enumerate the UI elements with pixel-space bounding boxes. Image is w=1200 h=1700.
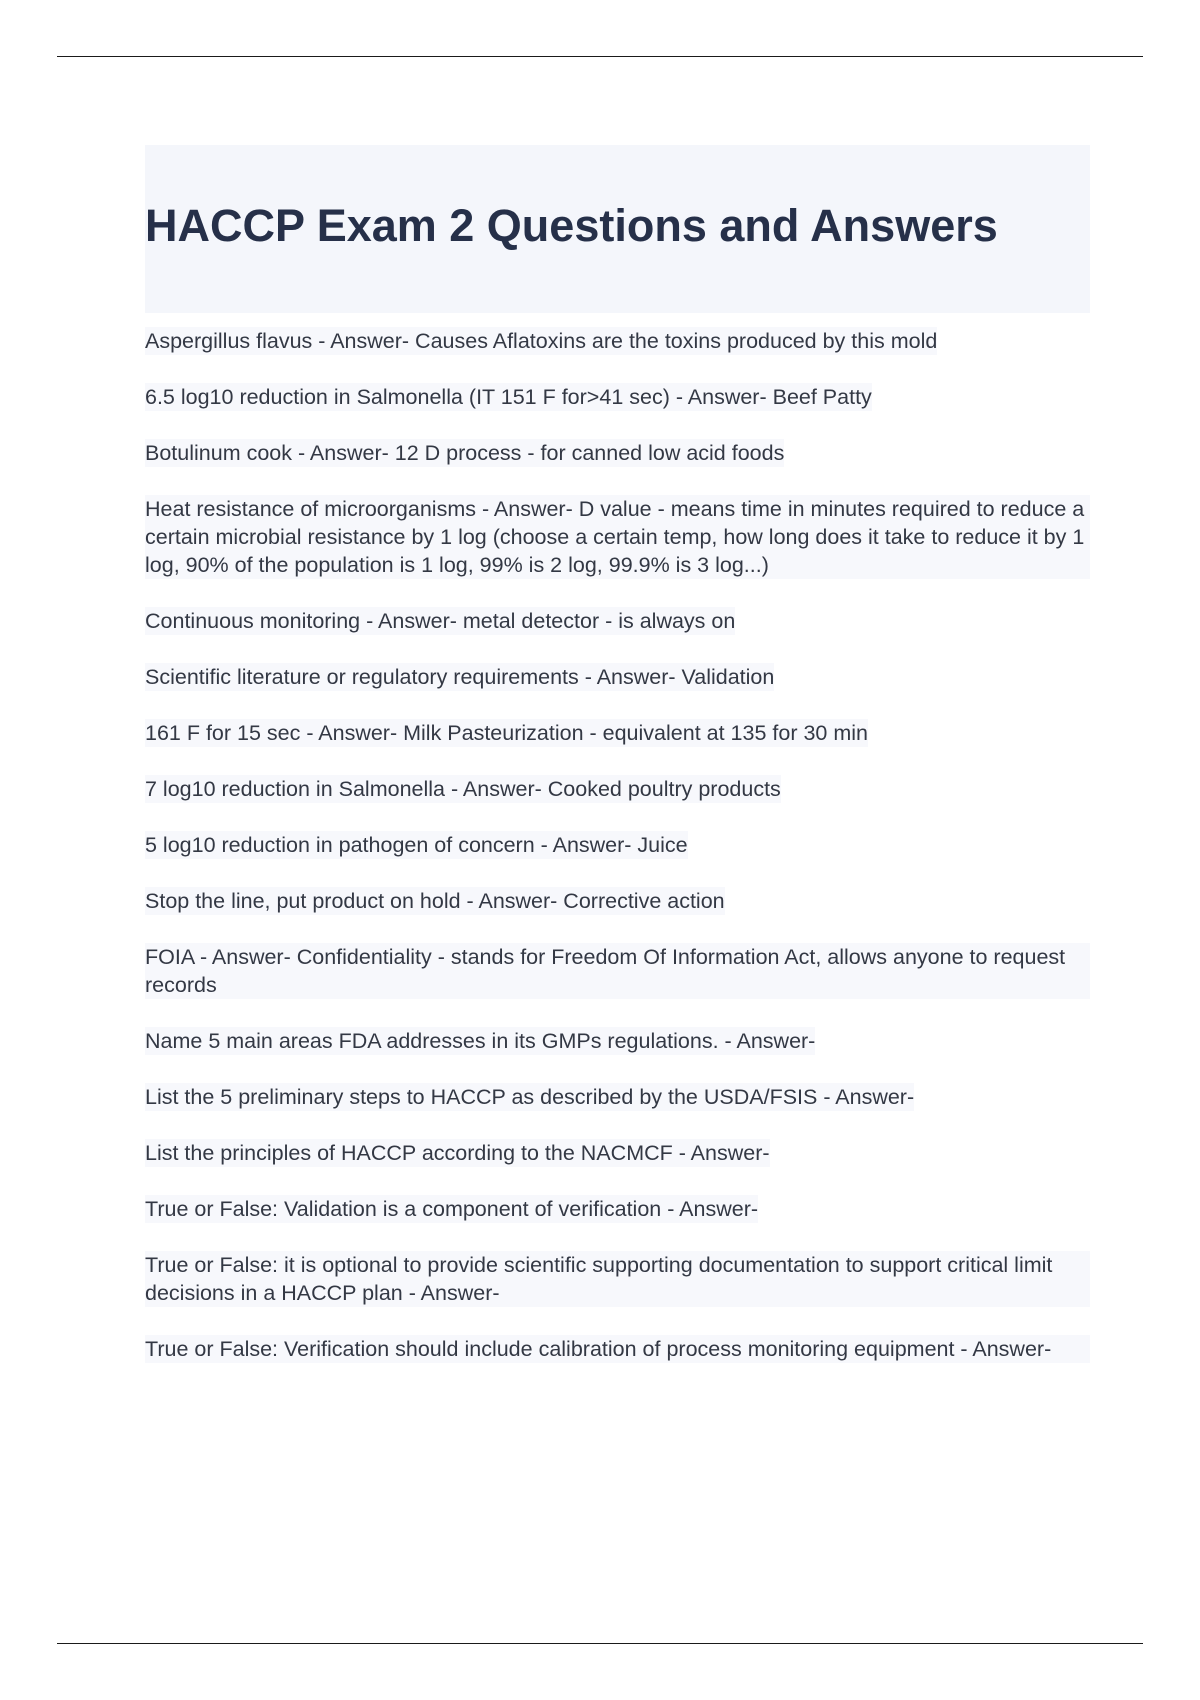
qa-item: Continuous monitoring - Answer- metal detector - is always on xyxy=(145,609,736,633)
qa-item: Stop the line, put product on hold - Answer- Corrective action xyxy=(145,889,725,913)
qa-item: 5 log10 reduction in pathogen of concern - Answer- Juice xyxy=(145,833,688,857)
page-title: HACCP Exam 2 Questions and Answers xyxy=(145,200,998,251)
qa-item: Botulinum cook - Answer- 12 D process - for canned low acid foods xyxy=(145,441,785,465)
qa-item: True or False: it is optional to provide scientific supporting documentation to support critical limit decisions in a HACCP plan - Answer- xyxy=(145,1251,1090,1307)
qa-item: True or False: Validation is a component of verification - Answer- xyxy=(145,1197,759,1221)
top-rule xyxy=(57,56,1143,57)
qa-item: True or False: Verification should include calibration of process monitoring equipment - Answer- xyxy=(145,1335,1090,1363)
title-band xyxy=(145,145,1090,313)
document-page xyxy=(145,145,1090,1391)
qa-item: List the principles of HACCP according to the NACMCF - Answer- xyxy=(145,1141,770,1165)
qa-list xyxy=(145,327,1090,1363)
qa-item: Name 5 main areas FDA addresses in its GMPs regulations. - Answer- xyxy=(145,1029,816,1053)
qa-item: 7 log10 reduction in Salmonella - Answer- Cooked poultry products xyxy=(145,777,781,801)
qa-item: 161 F for 15 sec - Answer- Milk Pasteurization - equivalent at 135 for 30 min xyxy=(145,721,868,745)
qa-item: 6.5 log10 reduction in Salmonella (IT 151 F for>41 sec) - Answer- Beef Patty xyxy=(145,385,872,409)
bottom-rule xyxy=(57,1643,1143,1644)
qa-item: FOIA - Answer- Confidentiality - stands for Freedom Of Information Act, allows anyone to request records xyxy=(145,943,1090,999)
qa-item: Heat resistance of microorganisms - Answer- D value - means time in minutes required to reduce a certain microbial resistance by 1 log (choose a certain temp, how long does it take to reduce it by 1 log, 90% of the population is 1 log, 99% is 2 log, 99.9% is 3 log...) xyxy=(145,495,1090,579)
qa-item: Scientific literature or regulatory requirements - Answer- Validation xyxy=(145,665,775,689)
qa-item: List the 5 preliminary steps to HACCP as described by the USDA/FSIS - Answer- xyxy=(145,1085,915,1109)
qa-item: Aspergillus flavus - Answer- Causes Aflatoxins are the toxins produced by this mold xyxy=(145,329,938,353)
